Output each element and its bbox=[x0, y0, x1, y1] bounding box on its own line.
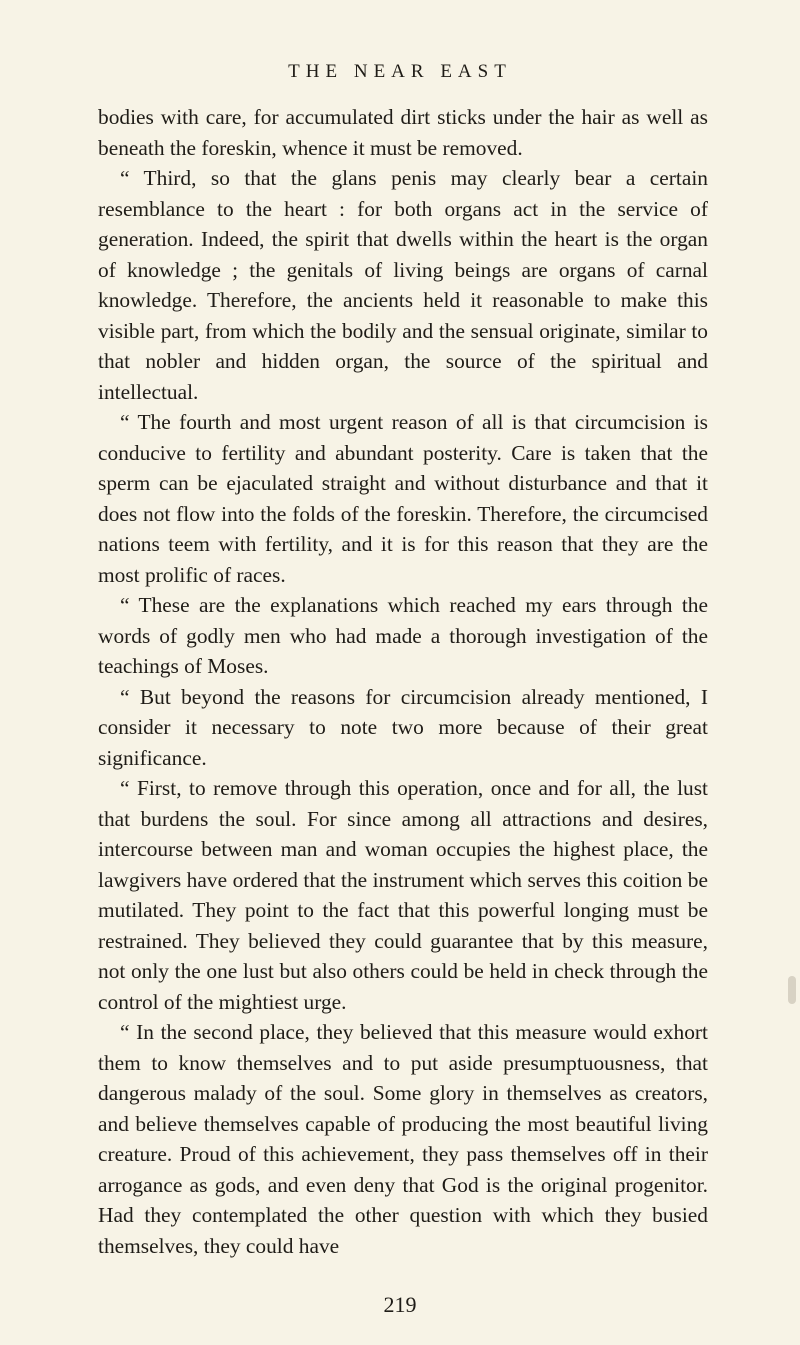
paragraph: “ The fourth and most urgent reason of all is that circumcision is conducive to fertility and abundant posterity. Care is taken that the sperm can be ejaculated straight and without disturbance and that it does not flow into the folds of the foreskin. Therefore, the circumcised nations teem with fertility, and it is for this reason that they are the most prolific of races. bbox=[98, 410, 708, 587]
paragraph: bodies with care, for accumulated dirt sticks under the hair as well as beneath the foreskin, whence it must be removed. bbox=[98, 105, 708, 160]
page-number: 219 bbox=[383, 1292, 417, 1317]
paragraph: “ These are the explanations which reached my ears through the words of godly men who had made a thorough investigation of the teachings of Moses. bbox=[98, 593, 708, 678]
paragraph: “ But beyond the reasons for circumcision already mentioned, I consider it necessary to note two more because of their great significance. bbox=[98, 684, 708, 770]
paragraph: “ Third, so that the glans penis may clearly bear a certain resemblance to the heart : for both organs act in the service of generation. Indeed, the spirit that dwells within the heart is the organ of knowledge ; the genitals of living beings are organs of carnal knowledge. Therefore, the ancients held it reasonable to make this visible part, from which the bodily and the sensual originate, similar to that nobler and hidden organ, the source of the spiritual and intellectual. bbox=[98, 166, 708, 404]
body-text bbox=[98, 102, 708, 1261]
running-header: THE NEAR EAST bbox=[288, 61, 512, 82]
paragraph: “ First, to remove through this operation, once and for all, the lust that burdens the soul. For since among all attractions and desires, intercourse between man and woman occupies the highest place, the lawgivers have ordered that the instrument which serves this coition be mutilated. They point to the fact that this powerful longing must be restrained. They believed they could guarantee that by this measure, not only the one lust but also others could be held in check through the control of the mightiest urge. bbox=[98, 776, 708, 1014]
page-edge-mark bbox=[788, 976, 796, 1004]
paragraph: “ In the second place, they believed that this measure would exhort them to know themselves and to put aside presumptuousness, that dangerous malady of the soul. Some glory in themselves as creators, and believe themselves capable of producing the most beautiful living creature. Proud of this achievement, they pass themselves off in their arrogance as gods, and even deny that God is the original progenitor. Had they contemplated the other question with which they busied themselves, they could have bbox=[98, 1020, 708, 1258]
